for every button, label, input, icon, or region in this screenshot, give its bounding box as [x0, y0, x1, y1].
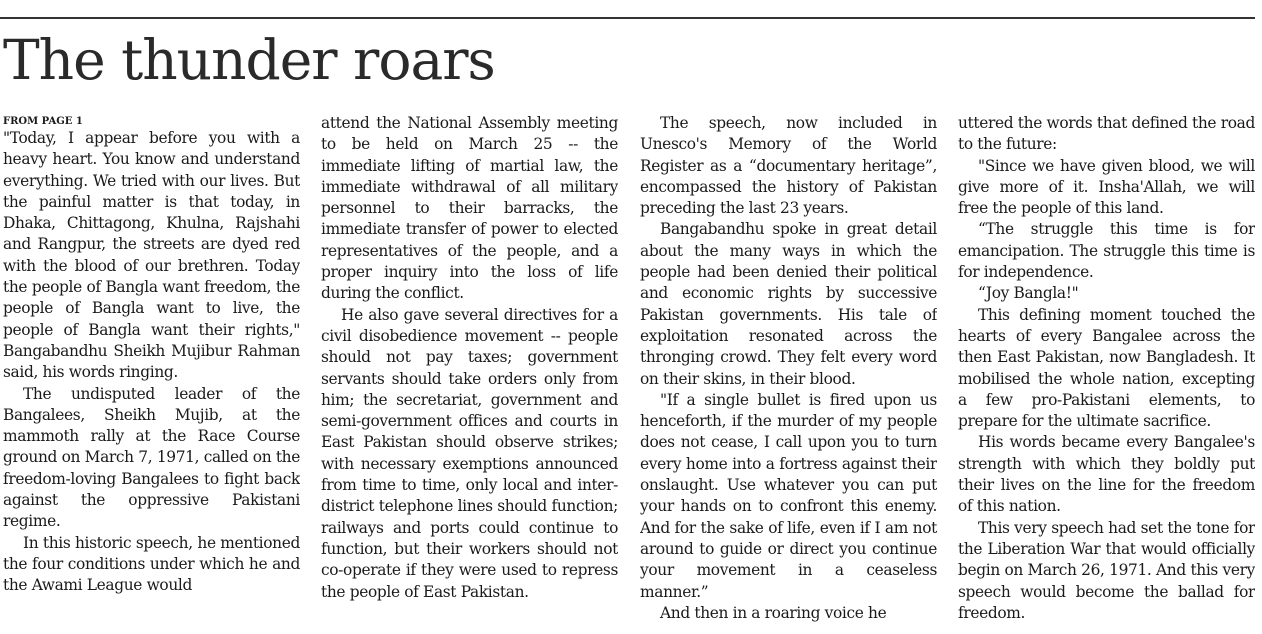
- paragraph: In this historic speech, he mentioned the four conditions under which he and the Awami League would: [3, 533, 300, 595]
- headline: The thunder roars: [3, 28, 495, 92]
- paragraph: Bangabandhu spoke in great detail about the many ways in which the people had been denied their political and economic rights by successive Pakistan governments. His tale of exploitation resonated across the thronging crowd. They felt every word on their skins, in their blood.: [640, 220, 937, 388]
- paragraph: His words became every Bangalee's strength with which they boldly put their lives on the line for the freedom of this nation.: [958, 433, 1255, 516]
- paragraph: “The struggle this time is for emancipation. The struggle this time is for independence.: [958, 220, 1255, 282]
- article-column-2: [321, 113, 618, 628]
- paragraph: The speech, now included in Unesco's Memory of the World Register as a “documentary heritage”, encompassed the history of Pakistan preceding the last 23 years.: [640, 114, 937, 218]
- paragraph: attend the National Assembly meeting to be held on March 25 -- the immediate lifting of martial law, the immediate withdrawal of all military personnel to their barracks, the immediate transfer of power to elected representatives of the people, and a proper inquiry into the loss of life during the conflict.: [321, 114, 618, 303]
- article-column-4: [958, 113, 1255, 628]
- paragraph: This defining moment touched the hearts of every Bangalee across the then East Pakistan, now Bangladesh. It mobilised the whole nation, excepting a few pro-Pakistani elements, to prepare for the ultimate sacrifice.: [958, 305, 1255, 431]
- paragraph: He also gave several directives for a civil disobedience movement -- people should not pay taxes; government servants should take orders only from him; the secretariat, government and semi-government offices and courts in East Pakistan should observe strikes; with necessary exemptions announced from time to time, only local and inter-district telephone lines should function; railways and ports could continue to function, but their workers should not co-operate if they were used to repress the people of East Pakistan.: [321, 305, 618, 601]
- article-column-1: [3, 115, 300, 630]
- paragraph: "If a single bullet is fired upon us henceforth, if the murder of my people does not cease, I call upon you to turn every home into a fortress against their onslaught. Use whatever you can put your hands on to confront this enemy. And for the sake of life, even if I am not around to guide or direct you continue your movement in a ceaseless manner.”: [640, 390, 937, 601]
- article-column-3: [640, 113, 937, 628]
- paragraph: This very speech had set the tone for the Liberation War that would officially begin on March 26, 1971. And this very speech would become the ballad for freedom.: [958, 518, 1255, 622]
- paragraph: "Today, I appear before you with a heavy heart. You know and understand everything. We tried with our lives. But the painful matter is that today, in Dhaka, Chittagong, Khulna, Rajshahi and Rangpur, the streets are dyed red with the blood of our brethren. Today the people of Bangla want freedom, the people of Bangla want to live, the people of Bangla want their rights," Bangabandhu Sheikh Mujibur Rahman said, his words ringing.: [3, 129, 300, 382]
- kicker: FROM PAGE 1: [3, 116, 83, 127]
- paragraph: uttered the words that defined the road to the future:: [958, 114, 1255, 154]
- paragraph: The undisputed leader of the Bangalees, Sheikh Mujib, at the mammoth rally at the Race Course ground on March 7, 1971, called on the freedom-loving Bangalees to fight back against the oppressive Pakistani regime.: [3, 384, 300, 531]
- paragraph: And then in a roaring voice he: [660, 603, 887, 622]
- top-rule: [0, 17, 1255, 19]
- paragraph: “Joy Bangla!": [978, 284, 1079, 303]
- paragraph: "Since we have given blood, we will give more of it. Insha'Allah, we will free the people of this land.: [958, 156, 1255, 218]
